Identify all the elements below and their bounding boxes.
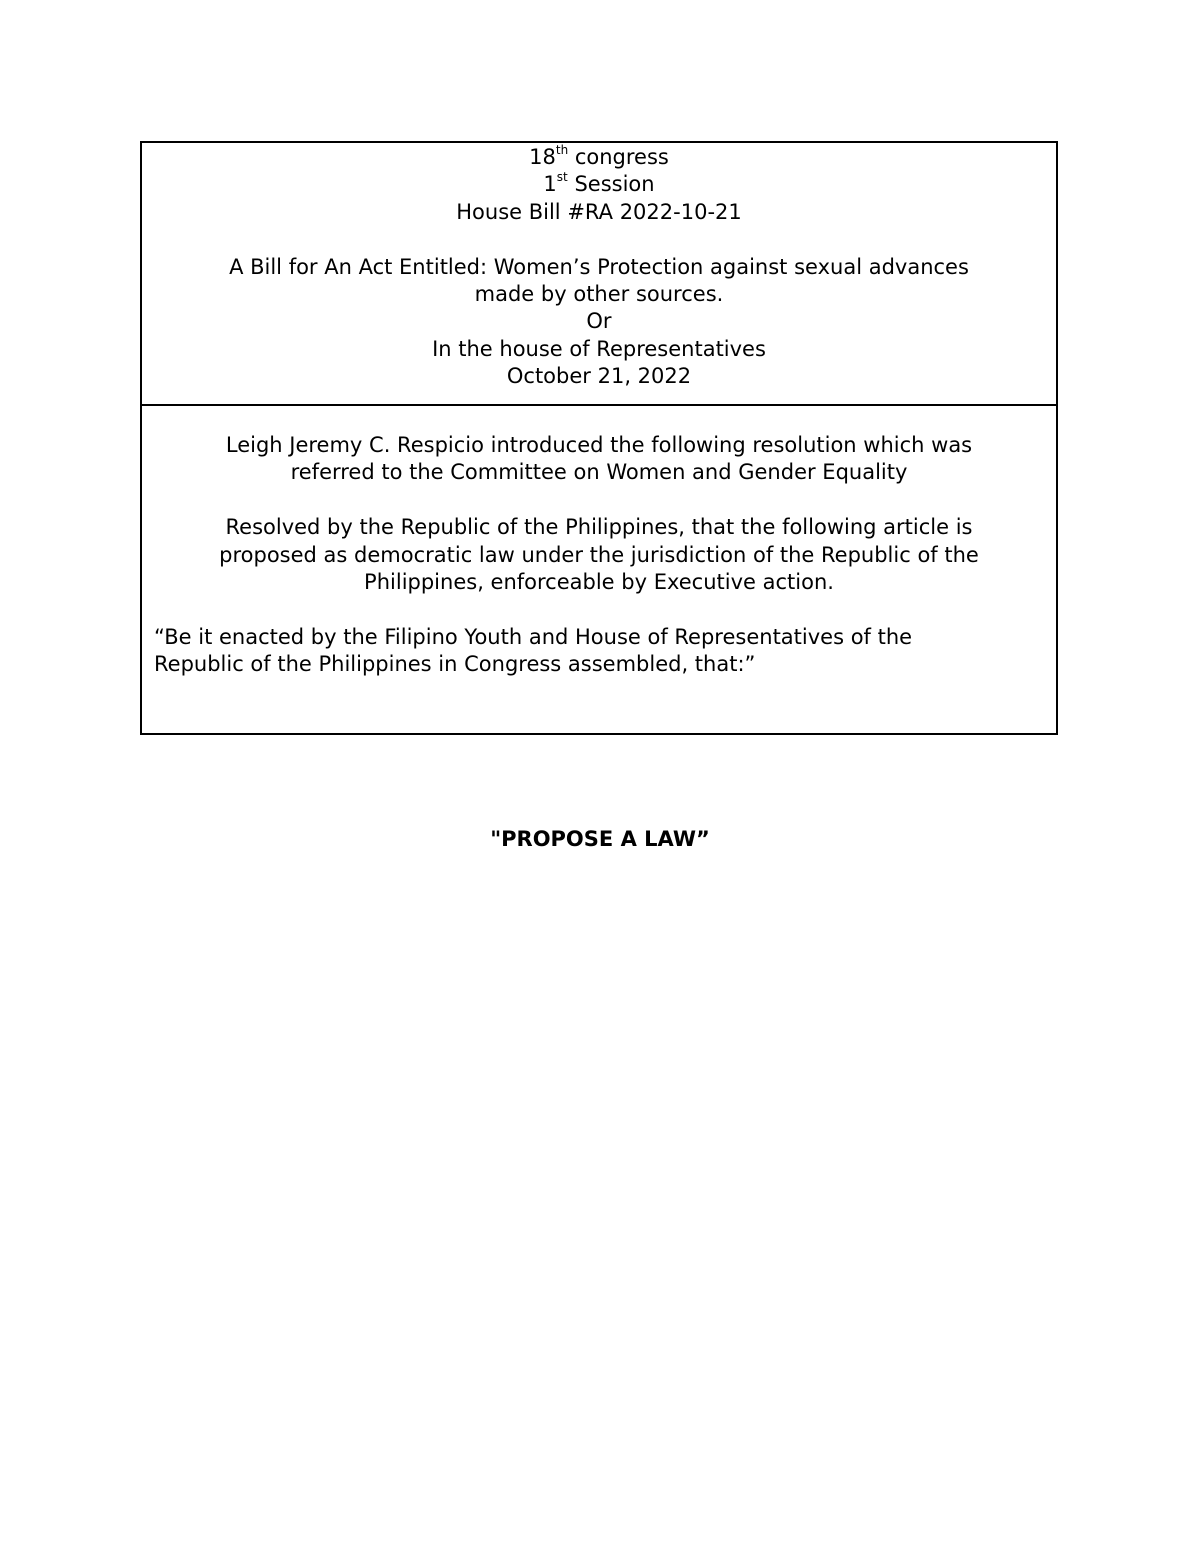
enact-line-2: Republic of the Philippines in Congress assembled, that:” — [154, 652, 756, 677]
spacer — [154, 596, 1044, 623]
session-line — [142, 171, 1056, 198]
resolved-line-2: proposed as democratic law under the jurisdiction of the Republic of the — [219, 542, 979, 567]
intro-line-1: Leigh Jeremy C. Respicio introduced the following resolution which was — [225, 433, 973, 457]
congress-suffix: th — [555, 143, 569, 157]
enact-line-1: “Be it enacted by the Filipino Youth and House of Representatives of the — [154, 624, 913, 649]
spacer — [142, 226, 1056, 253]
bill-date: October 21, 2022 — [506, 364, 692, 389]
bill-box — [140, 141, 1058, 735]
propose-law-title: "PROPOSE A LAW” — [490, 827, 710, 851]
house-bill-number: House Bill #RA 2022-10-21 — [456, 199, 742, 224]
congress-line — [142, 144, 1056, 171]
session-suffix: st — [556, 170, 568, 185]
resolved-paragraph — [154, 514, 1044, 596]
congress-number: 18 — [529, 145, 556, 169]
session-word: Session — [567, 172, 655, 197]
bill-title-line-1: A Bill for An Act Entitled: Women’s Protection against sexual advances — [229, 254, 969, 279]
bill-header — [142, 143, 1056, 406]
resolved-line-1: Resolved by the Republic of the Philippines, that the following article is — [225, 515, 973, 540]
bill-body — [142, 406, 1056, 733]
session-number: 1 — [543, 172, 557, 197]
enact-paragraph — [154, 624, 1044, 679]
intro-line-2: referred to the Committee on Women and Gender Equality — [290, 460, 908, 485]
congress-word: congress — [568, 145, 669, 169]
intro-paragraph — [154, 432, 1044, 487]
spacer — [154, 487, 1044, 514]
house-line: In the house of Representatives — [432, 336, 766, 361]
or-text: Or — [586, 309, 612, 334]
bill-title-line-2: made by other sources. — [474, 282, 724, 307]
resolved-line-3: Philippines, enforceable by Executive action. — [364, 570, 834, 595]
